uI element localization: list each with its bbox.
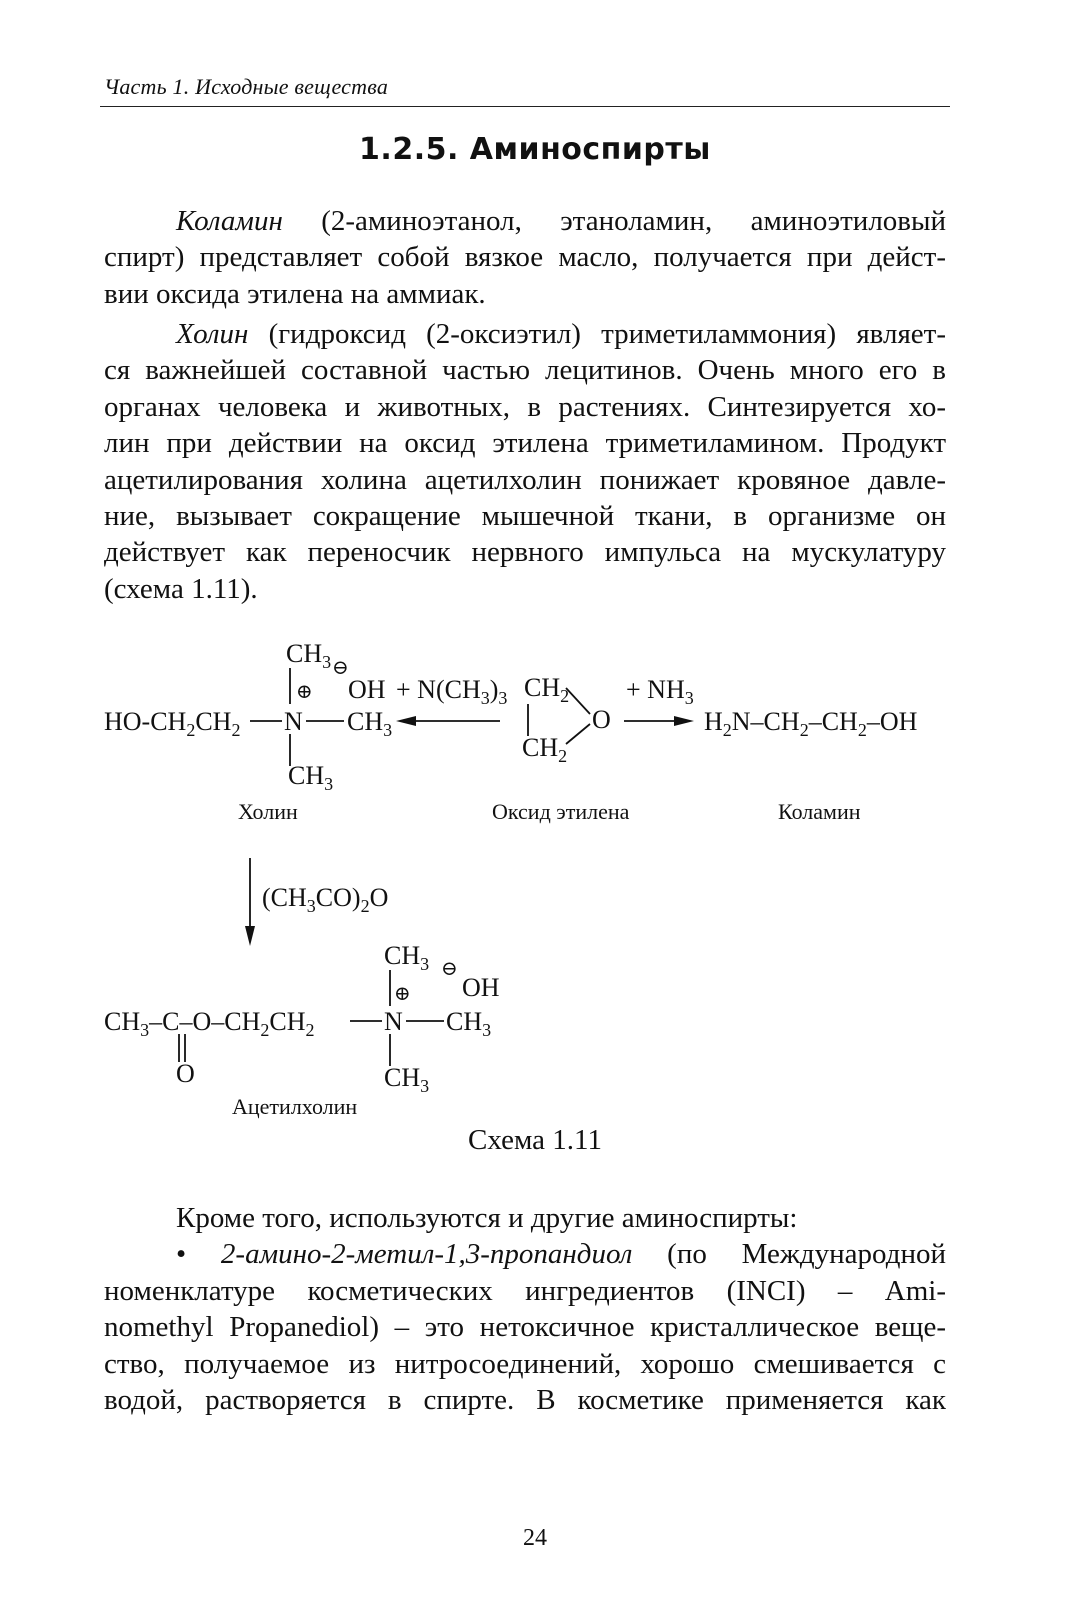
choline-ch3-bottom: $CH_3$	[288, 761, 334, 794]
text-line: вии оксида этилена на аммиак.	[104, 277, 486, 310]
text-line: действует как переносчик нервного импульса на мускулатуру	[104, 536, 946, 569]
header-rule	[100, 106, 950, 107]
text-line: лин при действии на оксид этилена триметиламином. Продукт	[104, 427, 946, 460]
text-line: номенклатуре косметических ингредиентов (INCI) – Ami-	[104, 1274, 946, 1307]
acetylcholine-ch3-bottom: $CH_3$	[384, 1063, 430, 1096]
choline-plus-sign: ⊕	[296, 681, 313, 703]
text-line: ся важнейшей составной частью лецитинов. Очень много его в	[104, 354, 946, 387]
ethylene-oxide-o: O	[592, 705, 611, 734]
acetylcholine-ch3-top: $CH_3$	[384, 941, 430, 974]
text-run: (гидроксид (2-оксиэтил) триметиламмония) являет-	[248, 318, 946, 350]
reagent-ammonia: + $NH_3$	[626, 675, 694, 708]
choline-ch3-right: $CH_3$	[347, 707, 393, 740]
term-choline: Холин	[176, 318, 249, 350]
arrowhead-to-choline	[396, 716, 416, 726]
label-colamine: Коламин	[778, 799, 861, 824]
reaction-scheme	[0, 620, 1070, 1120]
acetylcholine-n: N	[384, 1007, 403, 1036]
ethylene-oxide-ch2-top: $CH_2$	[524, 673, 570, 706]
text-line: nomethyl Propanediol) – это нетоксичное кристаллическое веще-	[104, 1311, 946, 1344]
choline-ho-chain: $HO-CH_2CH_2$	[104, 707, 241, 740]
acetylcholine-ch3-right: $CH_3$	[446, 1007, 492, 1040]
text-run: (по Международной	[632, 1238, 946, 1271]
section-title: 1.2.5. Аминоспирты	[359, 132, 711, 167]
acetylcholine-oh: OH	[462, 973, 500, 1002]
choline-minus-sign: ⊖	[332, 657, 349, 679]
bond-ethylene-oxide-co-bottom	[566, 724, 590, 744]
scheme-caption: Схема 1.11	[468, 1124, 602, 1156]
colamine-formula: $H_2N-CH_2-CH_2-OH$	[704, 707, 918, 740]
paragraph-choline	[104, 316, 946, 607]
page-number: 24	[523, 1525, 547, 1551]
bond-ethylene-oxide-co-top	[566, 688, 590, 714]
paragraph-colamine	[104, 203, 946, 312]
label-acetylcholine: Ацетилхолин	[232, 1094, 358, 1119]
text-line: ацетилирования холина ацетилхолин понижает кровяное давле-	[104, 463, 946, 496]
choline-oh: OH	[348, 675, 386, 704]
text-line: спирт) представляет собой вязкое масло, получается при дейст-	[104, 241, 946, 274]
text-line: водой, растворяется в спирте. В косметике применяется как	[104, 1384, 946, 1417]
text-line	[104, 316, 946, 352]
running-head: Часть 1. Исходные вещества	[104, 74, 389, 99]
text-line: Кроме того, используются и другие аминоспирты:	[176, 1202, 798, 1234]
paragraph-other-aminoalcohols	[104, 1200, 946, 1418]
arrowhead-to-colamine	[674, 716, 694, 726]
acetylcholine-chain: $CH_3-C-O-CH_2CH_2$	[104, 1007, 315, 1040]
label-choline: Холин	[238, 799, 298, 824]
acetylcholine-carbonyl-o: O	[176, 1059, 195, 1088]
text-run: (2-аминоэтанол, этаноламин, аминоэтиловый	[282, 205, 946, 237]
acetylation-reagent: $(CH_3CO)_2O$	[262, 883, 389, 916]
text-line	[104, 1236, 946, 1272]
text-line: органах человека и животных, в растениях. Синтезируется хо-	[104, 390, 946, 423]
label-ethylene-oxide: Оксид этилена	[492, 799, 630, 824]
text-line	[104, 203, 946, 239]
choline-n: N	[284, 707, 303, 736]
arrowhead-acetylation	[245, 926, 255, 946]
term-aminomethyl-propanediol: 2-амино-2-метил-1,3-пропандиол	[220, 1238, 633, 1271]
text-line: ние, вызывает сокращение мышечной ткани, в организме он	[104, 500, 946, 533]
reagent-trimethylamine: + $N(CH_3)_3$	[396, 675, 508, 708]
ethylene-oxide-ch2-bottom: $CH_2$	[522, 733, 568, 766]
acetylcholine-minus-sign: ⊖	[441, 958, 458, 980]
bullet: •	[176, 1238, 187, 1271]
term-colamine: Коламин	[176, 205, 283, 237]
acetylcholine-plus-sign: ⊕	[394, 983, 411, 1005]
choline-ch3-top: $CH_3$	[286, 639, 332, 672]
text-line: ство, получаемое из нитросоединений, хорошо смешивается с	[104, 1347, 946, 1380]
text-line: (схема 1.11).	[104, 572, 258, 605]
